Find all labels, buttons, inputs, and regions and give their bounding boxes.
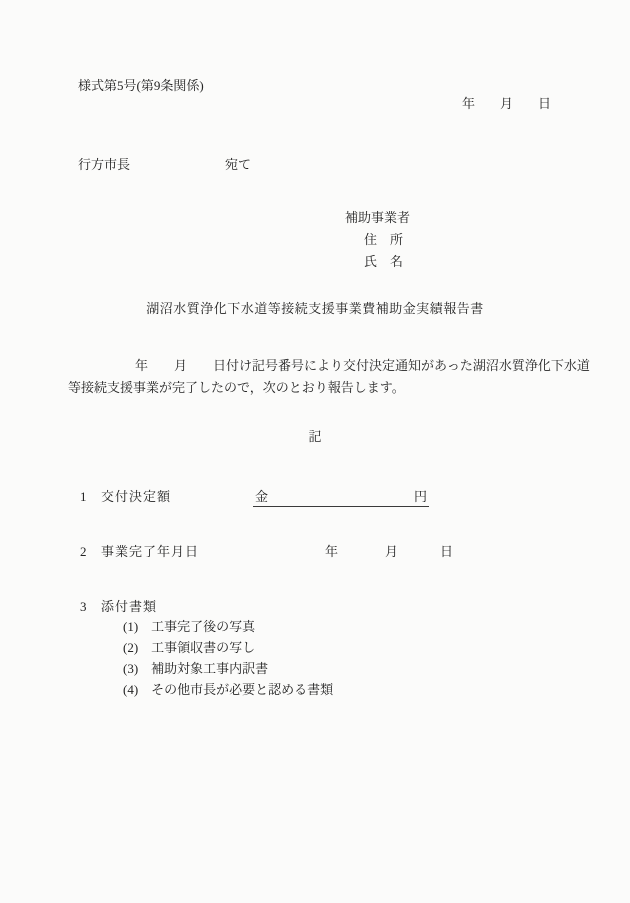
ki-mark: 記 <box>308 429 322 444</box>
body-paragraph-line2: 等接続支援事業が完了したので，次のとおり報告します。 <box>68 380 405 395</box>
attachment-list <box>123 620 333 704</box>
form-number: 様式第5号(第9条関係) <box>78 78 204 93</box>
item-1-number: 1 <box>80 489 87 504</box>
item-2-number: 2 <box>80 544 87 559</box>
money-prefix-label: 金 <box>255 489 269 505</box>
addressee-suffix: 宛て <box>225 157 252 172</box>
applicant-address-label: 住 所 <box>364 232 404 247</box>
item-2-label: 事業完了年月日 <box>101 544 200 559</box>
date-day-label: 日 <box>538 96 552 111</box>
item-3-label: 添付書類 <box>101 599 158 614</box>
applicant-label: 補助事業者 <box>345 210 411 225</box>
attachment-item-2: (2) 工事領収書の写し <box>123 640 256 655</box>
completion-month-label: 月 <box>385 544 399 559</box>
money-suffix-label: 円 <box>413 489 427 505</box>
date-gap <box>513 97 538 112</box>
attachment-item-4: (4) その他市長が必要と認める書類 <box>123 682 334 697</box>
item-3-number: 3 <box>80 599 87 614</box>
completion-day-label: 日 <box>440 544 454 559</box>
addressee-name: 行方市長 <box>78 157 131 172</box>
date-year-label: 年 <box>462 96 476 111</box>
attachment-item-3: (3) 補助対象工事内訳書 <box>123 661 269 676</box>
completion-year-label: 年 <box>325 544 339 559</box>
grant-amount-blank-field <box>253 488 429 507</box>
date-line <box>462 97 551 112</box>
date-month-label: 月 <box>500 96 514 111</box>
document-title: 湖沼水質浄化下水道等接続支援事業費補助金実績報告書 <box>146 301 484 316</box>
date-gap <box>475 97 500 112</box>
item-1-label: 交付決定額 <box>101 489 172 504</box>
applicant-name-label: 氏 名 <box>364 254 404 269</box>
body-paragraph-line1: 年 月 日付け記号番号により交付決定通知があった湖沼水質浄化下水道 <box>135 358 590 373</box>
attachment-item-1: (1) 工事完了後の写真 <box>123 619 256 634</box>
